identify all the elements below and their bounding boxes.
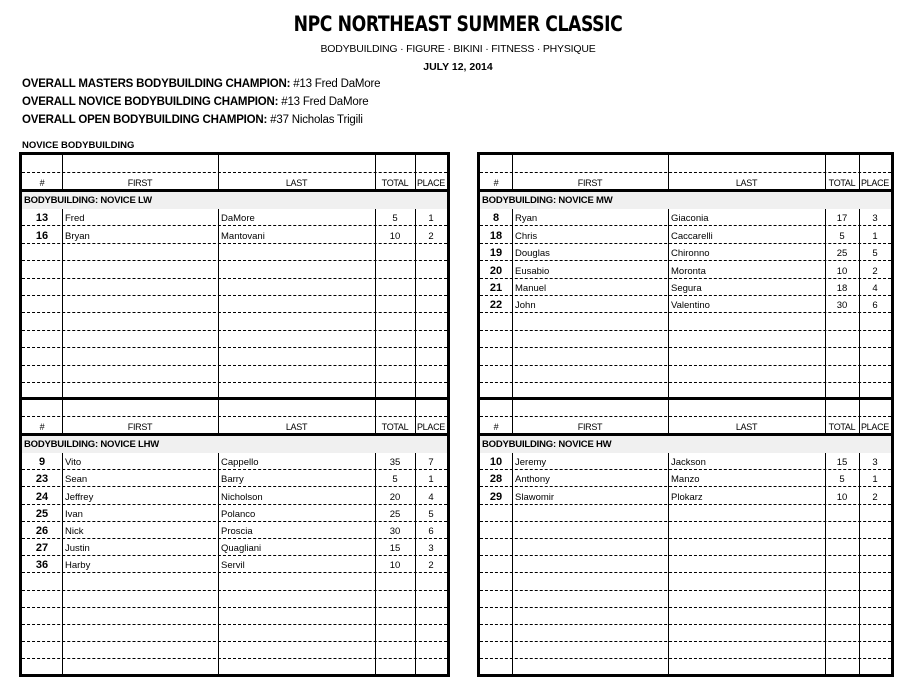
cell-total: 18 (836, 282, 848, 294)
cell-num: 22 (489, 299, 503, 312)
champion-label: OVERALL OPEN BODYBUILDING CHAMPION: (22, 114, 268, 126)
champion-masters (22, 78, 380, 90)
empty-row (22, 244, 447, 261)
cell-last: Caccarelli (671, 230, 713, 242)
cell-last: Servil (221, 560, 245, 572)
cell-first: Slawomir (515, 491, 555, 503)
class-title-row (22, 436, 447, 453)
table-row (22, 522, 447, 539)
column-header-place: PLACE (860, 178, 889, 188)
cell-first: Chris (515, 230, 538, 242)
event-date: JULY 12, 2014 (423, 61, 493, 73)
empty-row (22, 659, 447, 676)
empty-row (480, 331, 891, 348)
column-header-place: PLACE (416, 422, 445, 432)
cell-num: 8 (492, 212, 500, 225)
cell-total: 10 (836, 491, 848, 503)
champion-winner: #13 Fred DaMore (293, 78, 381, 90)
champion-winner: #37 Nicholas Trigili (270, 114, 363, 126)
cell-first: Anthony (515, 474, 550, 486)
cell-num: 21 (489, 281, 503, 294)
cell-first: Jeffrey (65, 491, 94, 503)
cell-num: 16 (35, 229, 49, 242)
cell-num: 10 (489, 456, 503, 469)
column-header-num: # (39, 178, 45, 188)
table-row (22, 470, 447, 487)
cell-place: 7 (428, 457, 434, 469)
class-title: BODYBUILDING: NOVICE MW (482, 195, 613, 206)
column-header-place: PLACE (416, 178, 445, 188)
empty-row (22, 573, 447, 590)
cell-num: 18 (489, 229, 503, 242)
empty-row (480, 505, 891, 522)
cell-total: 5 (392, 213, 398, 225)
column-header-place: PLACE (860, 422, 889, 432)
cell-place: 1 (872, 230, 878, 242)
cell-place: 2 (428, 230, 434, 242)
empty-row (22, 608, 447, 625)
cell-total: 5 (839, 230, 845, 242)
table-row (480, 296, 891, 313)
cell-first: Nick (65, 525, 84, 537)
cell-num: 13 (35, 212, 49, 225)
cell-num: 26 (35, 524, 49, 537)
cell-place: 2 (428, 560, 434, 572)
column-header-first: FIRST (577, 178, 603, 188)
column-header-first: FIRST (577, 422, 603, 432)
cell-total: 25 (389, 508, 401, 520)
cell-last: Moronta (671, 265, 706, 277)
cell-first: Fred (65, 213, 85, 225)
cell-first: Sean (65, 474, 88, 486)
cell-total: 10 (836, 265, 848, 277)
cell-total: 15 (389, 543, 401, 555)
champion-label: OVERALL NOVICE BODYBUILDING CHAMPION: (22, 96, 279, 108)
empty-row (22, 348, 447, 365)
table-row (480, 487, 891, 504)
cell-last: Mantovani (221, 230, 265, 242)
class-title: BODYBUILDING: NOVICE HW (482, 439, 612, 450)
cell-total: 20 (389, 491, 401, 503)
results-sheet-right (477, 152, 894, 677)
cell-first: Harby (65, 560, 91, 572)
column-header-last: LAST (285, 178, 308, 188)
column-header-num: # (493, 178, 499, 188)
empty-row (480, 556, 891, 573)
table-row (480, 261, 891, 278)
cell-first: Manuel (515, 282, 547, 294)
cell-first: Vito (65, 457, 82, 469)
empty-row (22, 642, 447, 659)
column-header-total: TOTAL (381, 422, 409, 432)
cell-first: Eusabio (515, 265, 550, 277)
class-title: BODYBUILDING: NOVICE LHW (24, 439, 160, 450)
cell-place: 3 (428, 543, 434, 555)
empty-row (480, 659, 891, 676)
cell-last: Barry (221, 474, 244, 486)
column-header-last: LAST (285, 422, 308, 432)
header-blank-row (480, 399, 891, 417)
class-title-row (480, 436, 891, 453)
cell-num: 36 (35, 559, 49, 572)
table-row (22, 487, 447, 504)
column-header-row (22, 417, 447, 436)
champion-winner: #13 Fred DaMore (281, 96, 369, 108)
cell-total: 10 (389, 560, 401, 572)
cell-place: 6 (428, 525, 434, 537)
empty-row (22, 279, 447, 296)
cell-num: 9 (38, 456, 46, 469)
cell-place: 5 (872, 248, 878, 260)
champion-novice (22, 96, 368, 108)
empty-row (480, 348, 891, 365)
cell-last: Jackson (671, 457, 706, 469)
cell-first: Douglas (515, 248, 550, 260)
cell-total: 15 (836, 457, 848, 469)
empty-row (22, 383, 447, 400)
empty-row (22, 296, 447, 313)
cell-last: Giaconia (671, 213, 709, 225)
column-header-first: FIRST (127, 178, 153, 188)
column-header-num: # (493, 422, 499, 432)
empty-row (480, 642, 891, 659)
column-header-total: TOTAL (828, 178, 856, 188)
header-blank-row (480, 155, 891, 173)
champion-open (22, 114, 363, 126)
cell-first: John (515, 300, 536, 312)
empty-row (480, 522, 891, 539)
cell-place: 6 (872, 300, 878, 312)
cell-num: 23 (35, 473, 49, 486)
column-header-num: # (39, 422, 45, 432)
empty-row (22, 313, 447, 330)
cell-place: 1 (428, 474, 434, 486)
cell-last: DaMore (221, 213, 255, 225)
cell-total: 5 (392, 474, 398, 486)
cell-num: 20 (489, 264, 503, 277)
cell-num: 27 (35, 542, 49, 555)
column-header-row (480, 417, 891, 436)
empty-row (480, 608, 891, 625)
table-row (480, 470, 891, 487)
cell-last: Plokarz (671, 491, 703, 503)
champion-label: OVERALL MASTERS BODYBUILDING CHAMPION: (22, 78, 291, 90)
empty-row (22, 366, 447, 383)
column-header-row (22, 173, 447, 192)
cell-place: 1 (872, 474, 878, 486)
table-row (480, 226, 891, 243)
header-blank-row (22, 155, 447, 173)
header-blank-row (22, 399, 447, 417)
empty-row (480, 383, 891, 400)
cell-num: 29 (489, 490, 503, 503)
table-row (480, 453, 891, 470)
cell-first: Bryan (65, 230, 90, 242)
column-header-last: LAST (735, 422, 758, 432)
cell-place: 4 (428, 491, 434, 503)
cell-last: Segura (671, 282, 702, 294)
empty-row (22, 261, 447, 278)
cell-last: Polanco (221, 508, 256, 520)
cell-first: Justin (65, 543, 90, 555)
cell-last: Chironno (671, 248, 710, 260)
table-row (22, 453, 447, 470)
cell-total: 30 (836, 300, 848, 312)
class-title-row (22, 192, 447, 209)
cell-last: Proscia (221, 525, 253, 537)
class-title: BODYBUILDING: NOVICE LW (24, 195, 152, 206)
cell-place: 4 (872, 282, 878, 294)
cell-total: 30 (389, 525, 401, 537)
cell-total: 5 (839, 474, 845, 486)
empty-row (480, 573, 891, 590)
cell-first: Jeremy (515, 457, 547, 469)
cell-place: 3 (872, 213, 878, 225)
empty-row (480, 366, 891, 383)
empty-row (22, 331, 447, 348)
column-header-last: LAST (735, 178, 758, 188)
column-header-first: FIRST (127, 422, 153, 432)
table-row (22, 209, 447, 226)
table-row (480, 279, 891, 296)
table-row (480, 209, 891, 226)
cell-place: 2 (872, 491, 878, 503)
table-row (22, 539, 447, 556)
empty-row (480, 591, 891, 608)
cell-num: 25 (35, 507, 49, 520)
event-title: NPC NORTHEAST SUMMER CLASSIC (293, 12, 623, 36)
empty-row (480, 625, 891, 642)
event-subtitle: BODYBUILDING · FIGURE · BIKINI · FITNESS · PHYSIQUE (320, 43, 596, 55)
empty-row (480, 539, 891, 556)
empty-row (22, 625, 447, 642)
cell-last: Cappello (221, 457, 259, 469)
table-row (480, 244, 891, 261)
cell-num: 19 (489, 247, 503, 260)
table-row (22, 505, 447, 522)
cell-place: 1 (428, 213, 434, 225)
cell-num: 24 (35, 490, 49, 503)
cell-total: 17 (836, 213, 848, 225)
empty-row (480, 313, 891, 330)
cell-total: 25 (836, 248, 848, 260)
column-header-total: TOTAL (828, 422, 856, 432)
cell-last: Valentino (671, 300, 710, 312)
cell-place: 5 (428, 508, 434, 520)
cell-last: Quagliani (221, 543, 262, 555)
class-title-row (480, 192, 891, 209)
cell-total: 10 (389, 230, 401, 242)
cell-place: 2 (872, 265, 878, 277)
cell-total: 35 (389, 457, 401, 469)
column-header-total: TOTAL (381, 178, 409, 188)
cell-first: Ryan (515, 213, 538, 225)
empty-row (22, 591, 447, 608)
table-row (22, 556, 447, 573)
results-sheet-left (19, 152, 450, 677)
cell-last: Manzo (671, 474, 700, 486)
cell-first: Ivan (65, 508, 83, 520)
section-label: NOVICE BODYBUILDING (22, 140, 135, 151)
cell-place: 3 (872, 457, 878, 469)
cell-last: Nicholson (221, 491, 263, 503)
cell-num: 28 (489, 473, 503, 486)
table-row (22, 226, 447, 243)
column-header-row (480, 173, 891, 192)
